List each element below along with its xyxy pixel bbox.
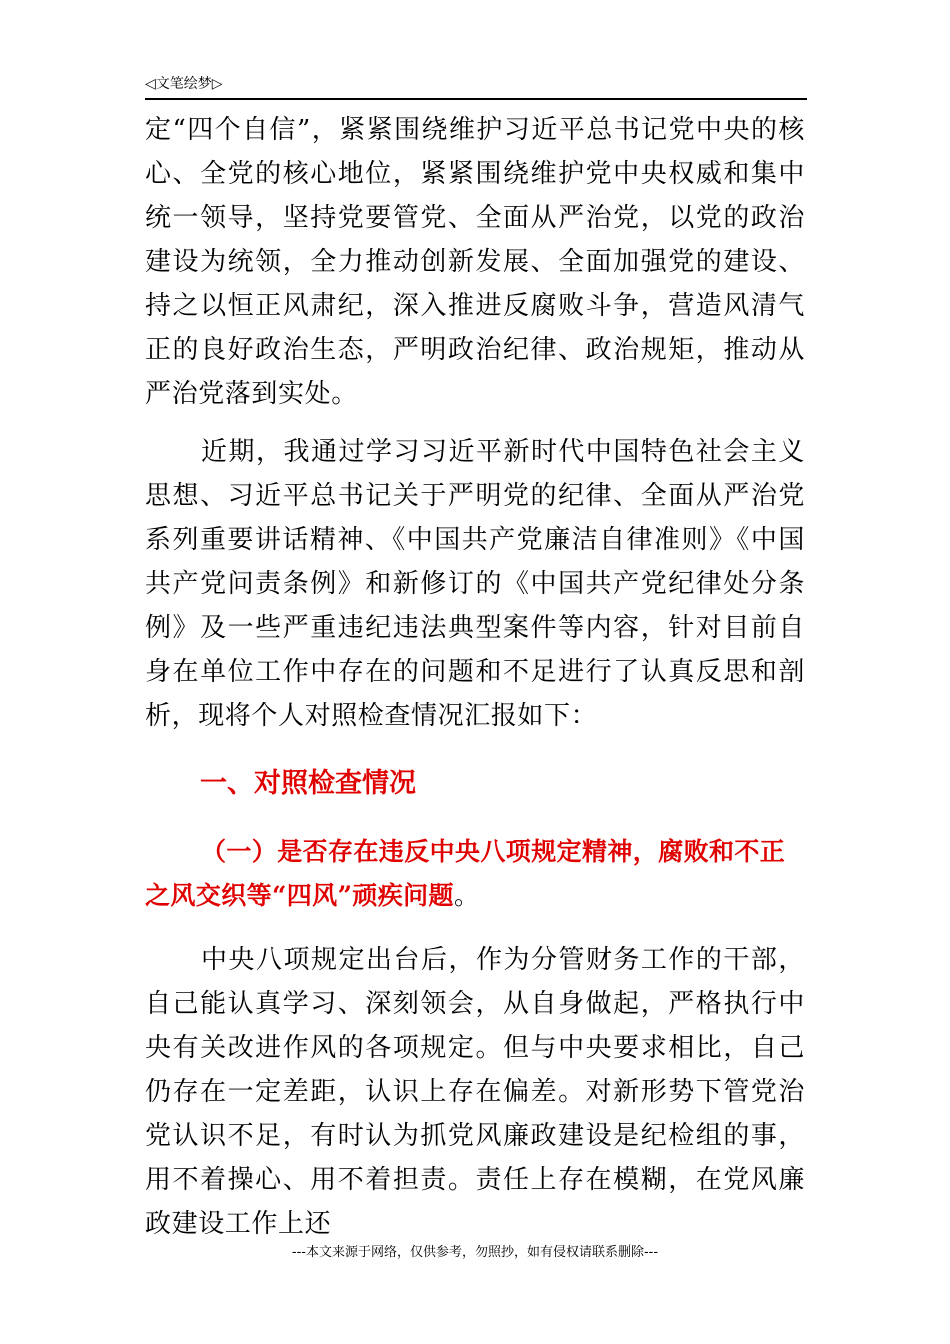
body-paragraph-1: 定“四个自信”，紧紧围绕维护习近平总书记党中央的核心、全党的核心地位，紧紧围绕维护党中央权威和集中统一领导，坚持党要管党、全面从严治党，以党的政治建设为统领，全力推动创新发展、全面加强党的建设、持之以恒正风肃纪，深入推进反腐败斗争，营造风清气正的良好政治生态，严明政治纪律、政治规矩，推动从严治党落到实处。 xyxy=(145,115,805,409)
page-header xyxy=(145,74,807,100)
subsection-heading-text: （一）是否存在违反中央八项规定精神，腐败和不正之风交织等“四风”顽疾问题 xyxy=(145,837,786,910)
section-heading: 一、对照检查情况 xyxy=(200,768,416,799)
body-paragraph-2: 近期，我通过学习习近平新时代中国特色社会主义思想、习近平总书记关于严明党的纪律、全面从严治党系列重要讲话精神、《中国共产党廉洁自律准则》《中国共产党问责条例》和新修订的《中国共产党纪律处分条例》及一些严重违纪违法典型案件等内容，针对目前自身在单位工作中存在的问题和不足进行了认真反思和剖析，现将个人对照检查情况汇报如下： xyxy=(145,437,805,731)
subsection-heading-tail: 。 xyxy=(453,881,480,910)
header-title: ◁文笔绘梦▷ xyxy=(145,76,223,92)
body-paragraph-3: 中央八项规定出台后，作为分管财务工作的干部，自己能认真学习、深刻领会，从自身做起，严格执行中央有关改进作风的各项规定。但与中央要求相比，自己仍存在一定差距，认识上存在偏差。对新形势下管党治党认识不足，有时认为抓党风廉政建设是纪检组的事，用不着操心、用不着担责。责任上存在模糊，在党风廉政建设工作上还 xyxy=(145,945,805,1239)
subsection-heading xyxy=(145,830,805,918)
page-footer: ---本文来源于网络，仅供参考，勿照抄，如有侵权请联系删除--- xyxy=(291,1245,659,1260)
